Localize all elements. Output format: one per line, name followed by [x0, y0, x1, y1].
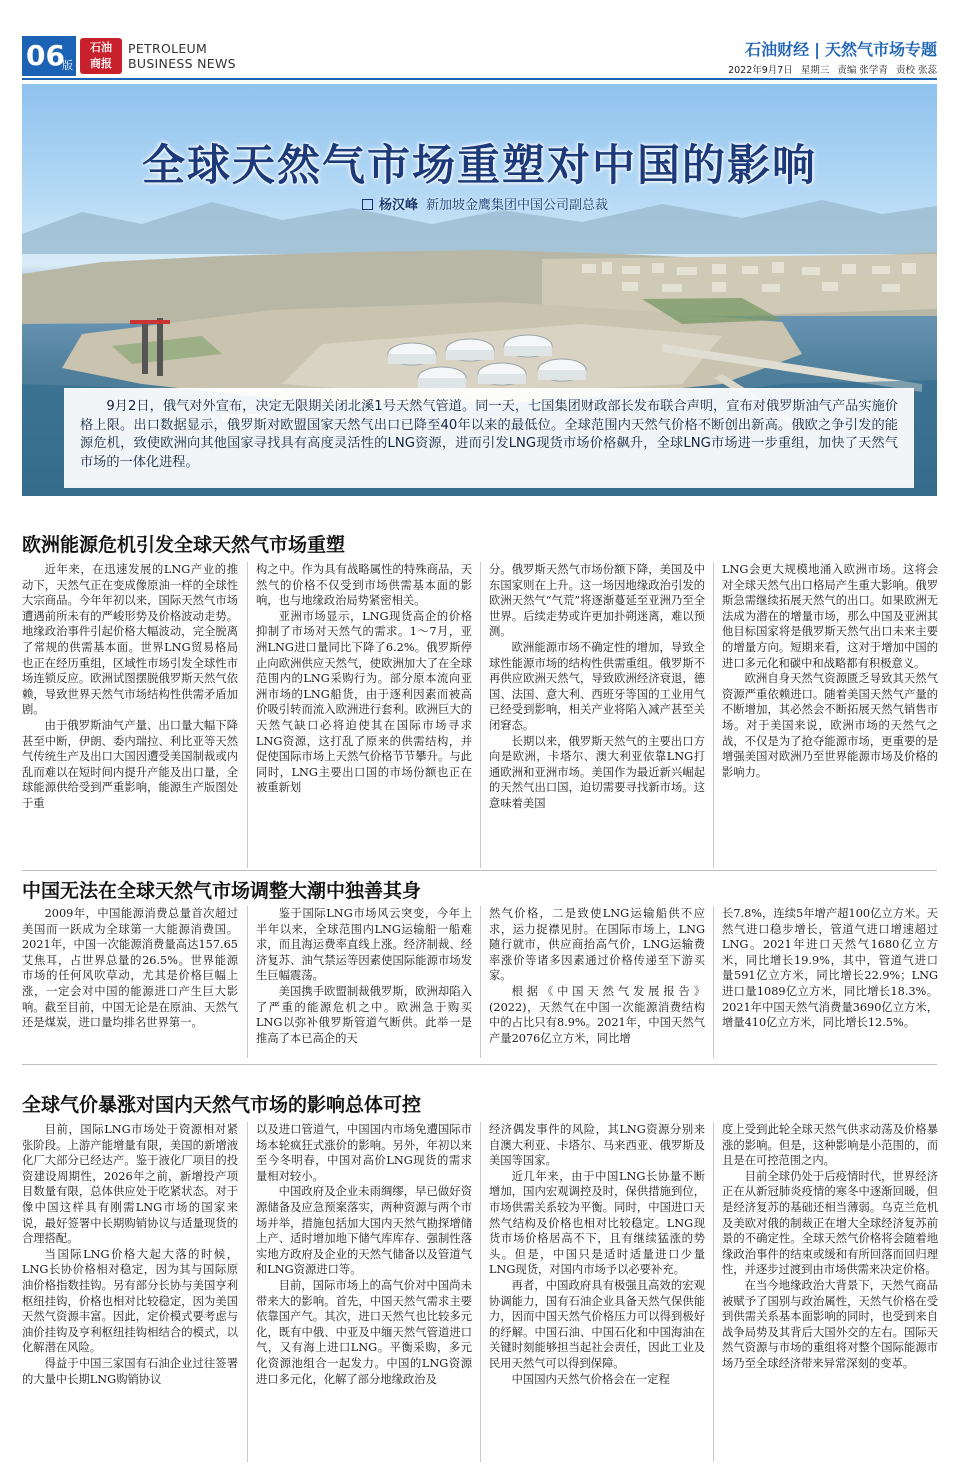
paragraph: 再者，中国政府具有极强且高效的宏观协调能力，国有石油企业具备天然气保供能力，因而中国天然气价格压力可以得到极好的纾解。中国石油、中国石化和中国海油在关键时刻能够担当起社会责任，因此工业及民用天然气可以得到保障。 [489, 1278, 705, 1370]
page-number-badge [22, 36, 76, 76]
byline-square-icon [362, 199, 373, 210]
paragraph: 美国携手欧盟制裁俄罗斯，欧洲却陷入了严重的能源危机之中。欧洲急于购买LNG以弥补俄罗斯管道气断供。此举一是推高了本已高企的天 [256, 984, 472, 1045]
author-role: 新加坡金鹰集团中国公司副总裁 [426, 198, 609, 213]
lede-paragraph: 9月2日，俄气对外宣布，决定无限期关闭北溪1号天然气管道。同一天，七国集团财政部长发布联合声明，宣布对俄罗斯油气产品实施价格上限。出口数据显示，俄罗斯对欧盟国家天然气出口已降至40年以来的最低位。全球范围内天然气价格不断创出新高。俄欧之争引发的能源危机，致使欧洲向其他国家寻找具有高度灵活性的LNG资源，进而引发LNG现货市场价格飙升，全球LNG市场进一步重组，加快了天然气市场的一体化进程。 [64, 388, 914, 488]
section-heading-domestic-market: 全球气价暴涨对国内天然气市场的影响总体可控 [22, 1094, 422, 1116]
column-divider [713, 1122, 714, 1462]
paragraph: 以及进口管道气，中国国内市场免遭国际市场本轮疯狂式涨价的影响。另外，年初以来至今冬明春，中国对高价LNG现货的需求量相对较小。 [256, 1123, 472, 1183]
paragraph: 当国际LNG价格大起大落的时候，LNG长协价格相对稳定，因为其与国际原油价格指数挂钩。另有部分长协与美国亨利枢纽挂钩，价格也相对比较稳定，因为美国天然气资源丰富。因此，定价模式要考虑与油价挂钩及亨利枢纽挂钩相结合的模式，以化解潜在风险。 [22, 1247, 238, 1355]
paragraph: 目前，国际LNG市场处于资源相对紧张阶段。上游产能增量有限，美国的新增液化厂大部分已经达产。鉴于液化厂项目的投资建设周期性，2026年之前，新增投产项目数量有限，总体供应处于吃紧状态。对于像中国这样具有刚需LNG市场的国家来说，最好签署中长期购销协议与适量现货的合理搭配。 [22, 1123, 238, 1246]
column-divider [247, 1122, 248, 1462]
issue-weekday: 星期三 [800, 65, 830, 76]
newspaper-logo [80, 38, 122, 74]
paragraph: 然气价格，二是致使LNG运输船供不应求，运力捉襟见肘。在国际市场上，LNG随行就市，供应商抬高气价，LNG运输费率涨价等诸多因素通过价格传递至下游买家。 [489, 907, 705, 983]
paragraph: 根据《中国天然气发展报告》(2022)，天然气在中国一次能源消费结构中的占比只有8.9%。2021年，中国天然气产量2076亿立方米，同比增 [489, 984, 705, 1045]
masthead-rule [22, 78, 937, 80]
section-heading-europe-crisis: 欧洲能源危机引发全球天然气市场重塑 [22, 534, 346, 556]
paragraph: 中国国内天然气价格会在一定程 [511, 1372, 670, 1386]
section-divider [22, 1064, 937, 1065]
column-divider [247, 906, 248, 1058]
section-divider [22, 870, 937, 871]
column-divider [247, 562, 248, 868]
section-separator: | [814, 40, 820, 59]
s1-column-3 [489, 562, 705, 868]
column-divider [480, 1122, 481, 1462]
paragraph: 长期以来，俄罗斯天然气的主要出口方向是欧洲，卡塔尔、澳大利亚依靠LNG打通欧洲和亚洲市场。美国作为最近新兴崛起的天然气出口国，迫切需要寻找新市场。这意味着美国 [489, 734, 705, 810]
issue-date: 2022年9月7日 [728, 65, 793, 76]
paragraph: 构之中。作为具有战略属性的特殊商品，天然气的价格不仅受到市场供需基本面的影响，也与地缘政治局势紧密相关。 [256, 563, 472, 608]
s1-column-1 [22, 562, 238, 868]
paragraph: LNG会更大规模地涌入欧洲市场。这将会对全球天然气出口格局产生重大影响。俄罗斯急需继续拓展天然气的出口。如果欧洲无法成为潜在的增量市场，那么中国及亚洲其他目标国家将是俄罗斯天然气出口未来主要的增量方向。短期来看，这对于增加中国的进口多元化和碳中和战略都有积极意义。 [722, 563, 938, 670]
s2-column-3 [489, 906, 705, 1058]
paper-name-line1: PETROLEUM [128, 41, 208, 56]
section-heading-china-impact: 中国无法在全球天然气市场调整大潮中独善其身 [22, 880, 422, 902]
section-header [745, 37, 937, 60]
s3-column-4 [722, 1122, 938, 1462]
column-divider [480, 906, 481, 1058]
paragraph: 亚洲市场显示，LNG现货高企的价格抑制了市场对天然气的需求。1～7月，亚洲LNG进口量同比下降了6.2%。俄罗斯停止向欧洲供应天然气，使欧洲加大了在全球范围内的LNG采购行为。部分原本流向亚洲市场的LNG船货，由于逐利因素而被高价吸引转而流入欧洲进行套利。欧洲巨大的天然气缺口必将迫使其在国际市场寻求LNG资源，这打乱了原来的供需结构，并促使国际市场上天然气价格节节攀升。与此同时，LNG主要出口国的市场份额也正在被重新划 [256, 609, 472, 795]
logo-text: 石油商报 [90, 41, 112, 70]
paragraph: 目前，国际市场上的高气价对中国尚未带来大的影响。首先，中国天然气需求主要依靠国产气。其次，进口天然气也比较多元化，既有中俄、中亚及中缅天然气管道进口气，又有海上进口LNG。平衡采购，多元化资源池组合一起发力。中国的LNG资源进口多元化，化解了部分地缘政治及 [256, 1278, 472, 1386]
page-number: 06 [26, 39, 65, 72]
paragraph: 经济偶发事件的风险，其LNG资源分别来自澳大利亚、卡塔尔、马来西亚、俄罗斯及美国等国家。 [489, 1123, 705, 1168]
proofreader-credit: 责校 张蕊 [895, 65, 937, 76]
paper-name-line2: BUSINESS NEWS [128, 56, 236, 71]
author-name: 杨汉峰 [379, 198, 419, 213]
paragraph: 得益于中国三家国有石油企业过往签署的大量中长期LNG购销协议 [22, 1356, 238, 1386]
paragraph: 欧洲自身天然气资源匮乏导致其天然气资源严重依赖进口。随着美国天然气产量的不断增加，其必然会不断拓展天然气销售市场。对于美国来说，欧洲市场的天然气之战，不仅是为了抢夺能源市场，更重要的是增强美国对欧洲乃至世界能源市场及价格的影响力。 [722, 672, 938, 779]
section-name: 石油财经 [745, 40, 810, 59]
headline: 全球天然气市场重塑对中国的影响 [142, 141, 817, 191]
paragraph: 近几年来，由于中国LNG长协量不断增加，国内宏观调控及时，保供措施到位，市场供需关系较为平衡。同时，中国进口天然气结构及价格也相对比较稳定。LNG现货市场价格居高不下，且有继续猛涨的势头。但是，中国只是适时适量进口少量LNG现货，对国内市场予以必要补充。 [489, 1169, 705, 1277]
column-divider [713, 906, 714, 1058]
paper-name [128, 41, 236, 71]
paragraph: 度上受到此轮全球天然气供求动荡及价格暴涨的影响。但是，这种影响是小范围的，而且是在可控范围之内。 [722, 1123, 938, 1168]
byline [362, 194, 608, 213]
s3-column-2 [256, 1122, 472, 1462]
paragraph: 由于俄罗斯油气产量、出口量大幅下降甚至中断，伊朗、委内瑞拉、利比亚等天然气传统生产及出口大国因遭受美国制裁或内乱而难以在短时间内提升产能及出口量，全球能源供给受到严重影响，能源生产版图处于重 [22, 718, 238, 810]
section-topic: 天然气市场专题 [824, 40, 937, 59]
paragraph: 欧洲能源市场不确定性的增加，导致全球性能源市场的结构性供需重组。俄罗斯不再供应欧洲天然气，导致欧洲经济衰退，德国、法国、意大利、西班牙等国的工业用气已经受到影响，相关产业将陷入减产甚至关闭窘态。 [489, 640, 705, 732]
paragraph: 长7.8%，连续5年增产超100亿立方米。天然气进口稳步增长，管道气进口增速超过LNG。2021年进口天然气1680亿立方米，同比增长19.9%，其中，管道气进口量591亿立方米，同比增长22.9%；LNG进口量1089亿立方米，同比增长18.3%。2021年中国天然气消费量3690亿立方米，增量410亿立方米，同比增长12.5%。 [722, 907, 938, 1030]
paragraph: 分。俄罗斯天然气市场份额下降，美国及中东国家则在上升。这一场因地缘政治引发的欧洲天然气“气荒”将逐渐蔓延至亚洲乃至全世界。后续走势或许更加扑朔迷离，难以预测。 [489, 563, 705, 639]
s1-column-4 [722, 562, 938, 868]
paragraph: 中国政府及企业未雨绸缪，早已做好资源储备及应急预案落实，两种资源与两个市场并举，措施包括加大国内天然气勘探增储上产、适时增加地下储气库库存、强制性落实地方政府及企业的天然气储备以及管道气和LNG资源进口等。 [256, 1185, 472, 1277]
s3-column-3 [489, 1122, 705, 1462]
date-line [723, 62, 937, 76]
column-divider [480, 562, 481, 868]
paragraph: 在当今地缘政治大背景下，天然气商品被赋予了国别与政治属性，天然气价格在受到供需关系基本面影响的同时，也受到来自战争局势及其背后大国外交的左右。国际天然气资源与市场的重组将对整个国际能源市场乃至全球经济带来异常深刻的变革。 [722, 1278, 938, 1370]
s2-column-2 [256, 906, 472, 1058]
paragraph: 近年来，在迅速发展的LNG产业的推动下，天然气正在变成像原油一样的全球性大宗商品。今年年初以来，国际天然气市场遭遇前所未有的严峻形势及价格波动走势。地缘政治事件引起价格大幅波动，完全脱离了常规的供需基本面。世界LNG贸易格局也正在经历重组，区域性市场引发全球性市场连锁反应。欧洲试图摆脱俄罗斯天然气依赖，导致世界天然气市场结构性供需矛盾加剧。 [22, 563, 238, 717]
s1-column-2 [256, 562, 472, 868]
page-suffix: 版 [62, 59, 73, 72]
column-divider [713, 562, 714, 868]
hero-photo [22, 84, 937, 496]
paragraph: 目前全球仍处于后疫情时代，世界经济正在从新冠肺炎疫情的寒冬中逐渐回暖，但是经济复苏的基础还相当薄弱。乌克兰危机及美欧对俄的制裁正在增大全球经济复苏前景的不确定性。全球天然气价格将会随着地缘政治事件的结束或缓和有所回落而回归理性，并逐步过渡到由市场供需来决定价格。 [722, 1169, 938, 1277]
masthead [0, 0, 959, 80]
s3-column-1 [22, 1122, 238, 1462]
s2-column-4 [722, 906, 938, 1058]
editor-credit: 责编 张学青 [837, 65, 888, 76]
paragraph: 2009年，中国能源消费总量首次超过美国而一跃成为全球第一大能源消费国。2021年，中国一次能源消费量高达157.65艾焦耳，占世界总量的26.5%。世界能源市场的任何风吹草动，尤其是价格巨幅上涨，一定会对中国的能源进口产生巨大影响。截至目前，中国无论是在原油、天然气还是煤炭，进口量均排名世界第一。 [22, 907, 238, 1030]
s2-column-1 [22, 906, 238, 1058]
paragraph: 鉴于国际LNG市场风云突变，今年上半年以来，全球范围内LNG运输船一船难求，而且海运费率直线上涨。经济制裁、经济复苏、油气禁运等因素使国际能源市场发生巨幅震荡。 [256, 907, 472, 983]
